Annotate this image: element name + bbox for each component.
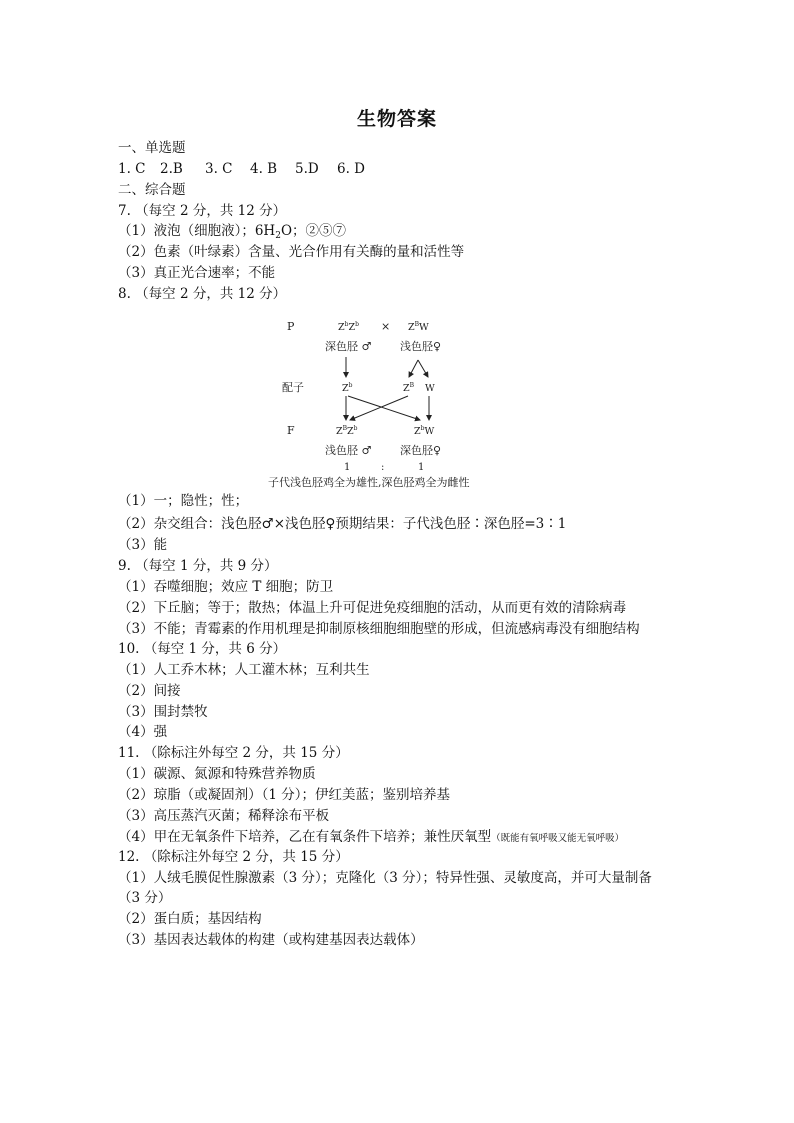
diagram-ratio-right: 1 <box>418 462 425 473</box>
q8-answer-1: （1）一；隐性；性； <box>118 493 249 509</box>
q7-a1-prefix: （1）液泡（细胞液）；6H <box>118 223 276 239</box>
q12-answer-3: （3）基因表达载体的构建（或构建基因表达载体） <box>118 932 424 948</box>
diagram-f-female-desc: 深色胫♀ <box>400 444 442 457</box>
q11-a4-text: （4）甲在无氧条件下培养，乙在有氧条件下培养；兼性厌氧型 <box>118 829 492 845</box>
diagram-p-male-desc: 深色胫 ♂ <box>325 340 372 353</box>
diagram-caption: 子代浅色胫鸡全为雄性,深色胫鸡全为雌性 <box>268 476 470 489</box>
q7-a1-subscript: 2 <box>275 231 281 241</box>
q10-header: 10. （每空 1 分，共 6 分） <box>118 641 287 657</box>
q11-answer-1: （1）碳源、氮源和特殊营养物质 <box>118 766 316 782</box>
q7-header: 7. （每空 2 分，共 12 分） <box>118 203 287 219</box>
mc-answer: 1. C <box>118 161 146 177</box>
diagram-gamete-zb-male: $Z^b$ <box>342 382 353 394</box>
diagram-cross-symbol: × <box>381 320 391 333</box>
q7-answer-2: （2）色素（叶绿素）含量、光合作用有关酶的量和活性等 <box>118 244 465 260</box>
q12-answer-1-cont: （3 分） <box>118 890 172 906</box>
section-heading-comprehensive: 二、综合题 <box>118 182 186 198</box>
diagram-gamete-label: 配子 <box>282 381 304 394</box>
q10-answer-3: （3）围封禁牧 <box>118 704 208 720</box>
diagram-ratio-left: 1 <box>344 462 351 473</box>
diagram-f-male-genotype: $Z^BZ^b$ <box>336 425 358 437</box>
q12-answer-2: （2）蛋白质；基因结构 <box>118 911 262 927</box>
diagram-f-label: F <box>287 424 295 437</box>
mc-answer: 4. B <box>250 161 278 177</box>
q11-answer-4 <box>118 827 624 849</box>
arrow-p-female-to-gamete-w <box>418 360 428 377</box>
diagram-f-male-desc: 浅色胫 ♂ <box>325 444 372 457</box>
q12-answer-1: （1）人绒毛膜促性腺激素（3 分）；克隆化（3 分）；特异性强、灵敏度高，并可大量制备 <box>118 870 652 886</box>
q8-cross-diagram <box>0 0 794 500</box>
q9-answer-3: （3）不能；青霉素的作用机理是抑制原核细胞细胞壁的形成，但流感病毒没有细胞结构 <box>118 621 640 637</box>
q11-a4-note: （既能有氧呼吸又能无氧呼吸） <box>491 833 625 844</box>
diagram-gamete-w: W <box>425 383 435 394</box>
diagram-p-label: P <box>287 320 295 333</box>
q9-header: 9. （每空 1 分，共 9 分） <box>118 558 278 574</box>
q8-header: 8. （每空 2 分，共 12 分） <box>118 286 287 302</box>
arrow-p-female-to-gamete-zb <box>409 360 418 377</box>
q8-answer-3: （3）能 <box>118 537 168 553</box>
page-title: 生物答案 <box>356 108 437 130</box>
q7-a1-circled: ②⑤⑦ <box>305 223 347 239</box>
diagram-p-female-desc: 浅色胫♀ <box>400 340 442 353</box>
diagram-gamete-zb-female: $Z^B$ <box>403 382 415 394</box>
diagram-p-male-genotype: $Z^bZ^b$ <box>338 321 359 333</box>
q10-answer-4: （4）强 <box>118 724 168 740</box>
q11-header: 11. （除标注外每空 2 分，共 15 分） <box>118 745 349 761</box>
q11-answer-2: （2）琼脂（或凝固剂）（1 分）；伊红美蓝；鉴别培养基 <box>118 787 450 803</box>
diagram-f-female-genotype: $Z^bW$ <box>414 425 435 437</box>
q10-answer-1: （1）人工乔木林；人工灌木林；互利共生 <box>118 662 370 678</box>
q9-answer-2: （2）下丘脑；等于；散热；体温上升可促进免疫细胞的活动，从而更有效的清除病毒 <box>118 600 627 616</box>
section-heading-mc: 一、单选题 <box>118 140 186 156</box>
mc-answer: 2.B <box>160 161 183 177</box>
q7-answer-3: （3）真正光合速率；不能 <box>118 265 276 281</box>
q9-answer-1: （1）吞噬细胞；效应 T 细胞；防卫 <box>118 579 334 595</box>
q10-answer-2: （2）间接 <box>118 683 181 699</box>
mc-answer: 5.D <box>295 161 319 177</box>
q11-answer-3: （3）高压蒸汽灭菌；稀释涂布平板 <box>118 808 330 824</box>
q8-answer-2: （2）杂交组合：浅色胫♂×浅色胫♀预期结果：子代浅色胫∶深色胫=3∶1 <box>118 516 567 532</box>
mc-answer: 6. D <box>337 161 365 177</box>
q12-header: 12. （除标注外每空 2 分，共 15 分） <box>118 849 349 865</box>
diagram-p-female-genotype: $Z^BW$ <box>408 321 429 333</box>
mc-answer: 3. C <box>205 161 233 177</box>
diagram-ratio-sep: : <box>381 462 385 473</box>
q7-a1-suffix: O； <box>280 223 306 239</box>
